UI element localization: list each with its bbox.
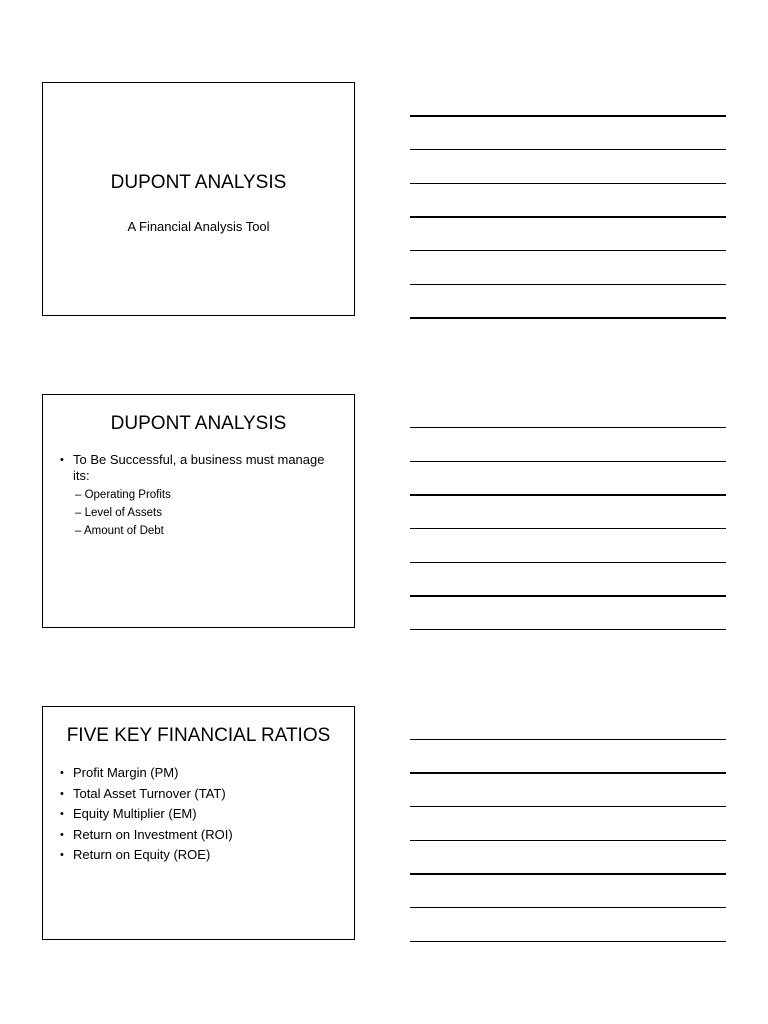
note-line [410, 216, 726, 218]
note-line [410, 427, 726, 428]
bullet-item [60, 452, 344, 540]
slide-subtitle: A Financial Analysis Tool [127, 219, 270, 234]
slide-title: DUPONT ANALYSIS [110, 413, 287, 434]
note-line [410, 494, 726, 496]
slide-title: FIVE KEY FINANCIAL RATIOS [66, 725, 331, 746]
bullet-item: • Total Asset Turnover (TAT) [60, 784, 344, 805]
slide-1 [42, 82, 355, 316]
bullet-list [60, 763, 344, 866]
note-line [410, 840, 726, 841]
sub-bullet-list [75, 486, 344, 540]
sub-bullet-item: – Amount of Debt [75, 525, 164, 537]
note-line [410, 739, 726, 740]
note-line [410, 284, 726, 285]
slide-3 [42, 706, 355, 940]
note-line [410, 562, 726, 563]
note-line [410, 528, 726, 529]
sub-bullet-item: – Operating Profits [75, 489, 171, 501]
note-line [410, 595, 726, 597]
bullet-item: • Equity Multiplier (EM) [60, 804, 344, 825]
sub-bullet-item: – Level of Assets [75, 507, 162, 519]
bullet-item: • Profit Margin (PM) [60, 763, 344, 784]
slide-2 [42, 394, 355, 628]
note-line [410, 250, 726, 251]
bullet-item: • Return on Equity (ROE) [60, 845, 344, 866]
note-line [410, 629, 726, 630]
note-line [410, 317, 726, 319]
note-line [410, 772, 726, 774]
bullet-list [60, 452, 344, 540]
note-line [410, 941, 726, 942]
bullet-text: To Be Successful, a business must manage its: [73, 452, 325, 483]
note-line [410, 873, 726, 875]
bullet-item: • Return on Investment (ROI) [60, 825, 344, 846]
note-line [410, 149, 726, 150]
slide-title: DUPONT ANALYSIS [110, 172, 287, 193]
note-line [410, 806, 726, 807]
note-line [410, 461, 726, 462]
note-line [410, 183, 726, 184]
note-line [410, 907, 726, 908]
note-line [410, 115, 726, 117]
